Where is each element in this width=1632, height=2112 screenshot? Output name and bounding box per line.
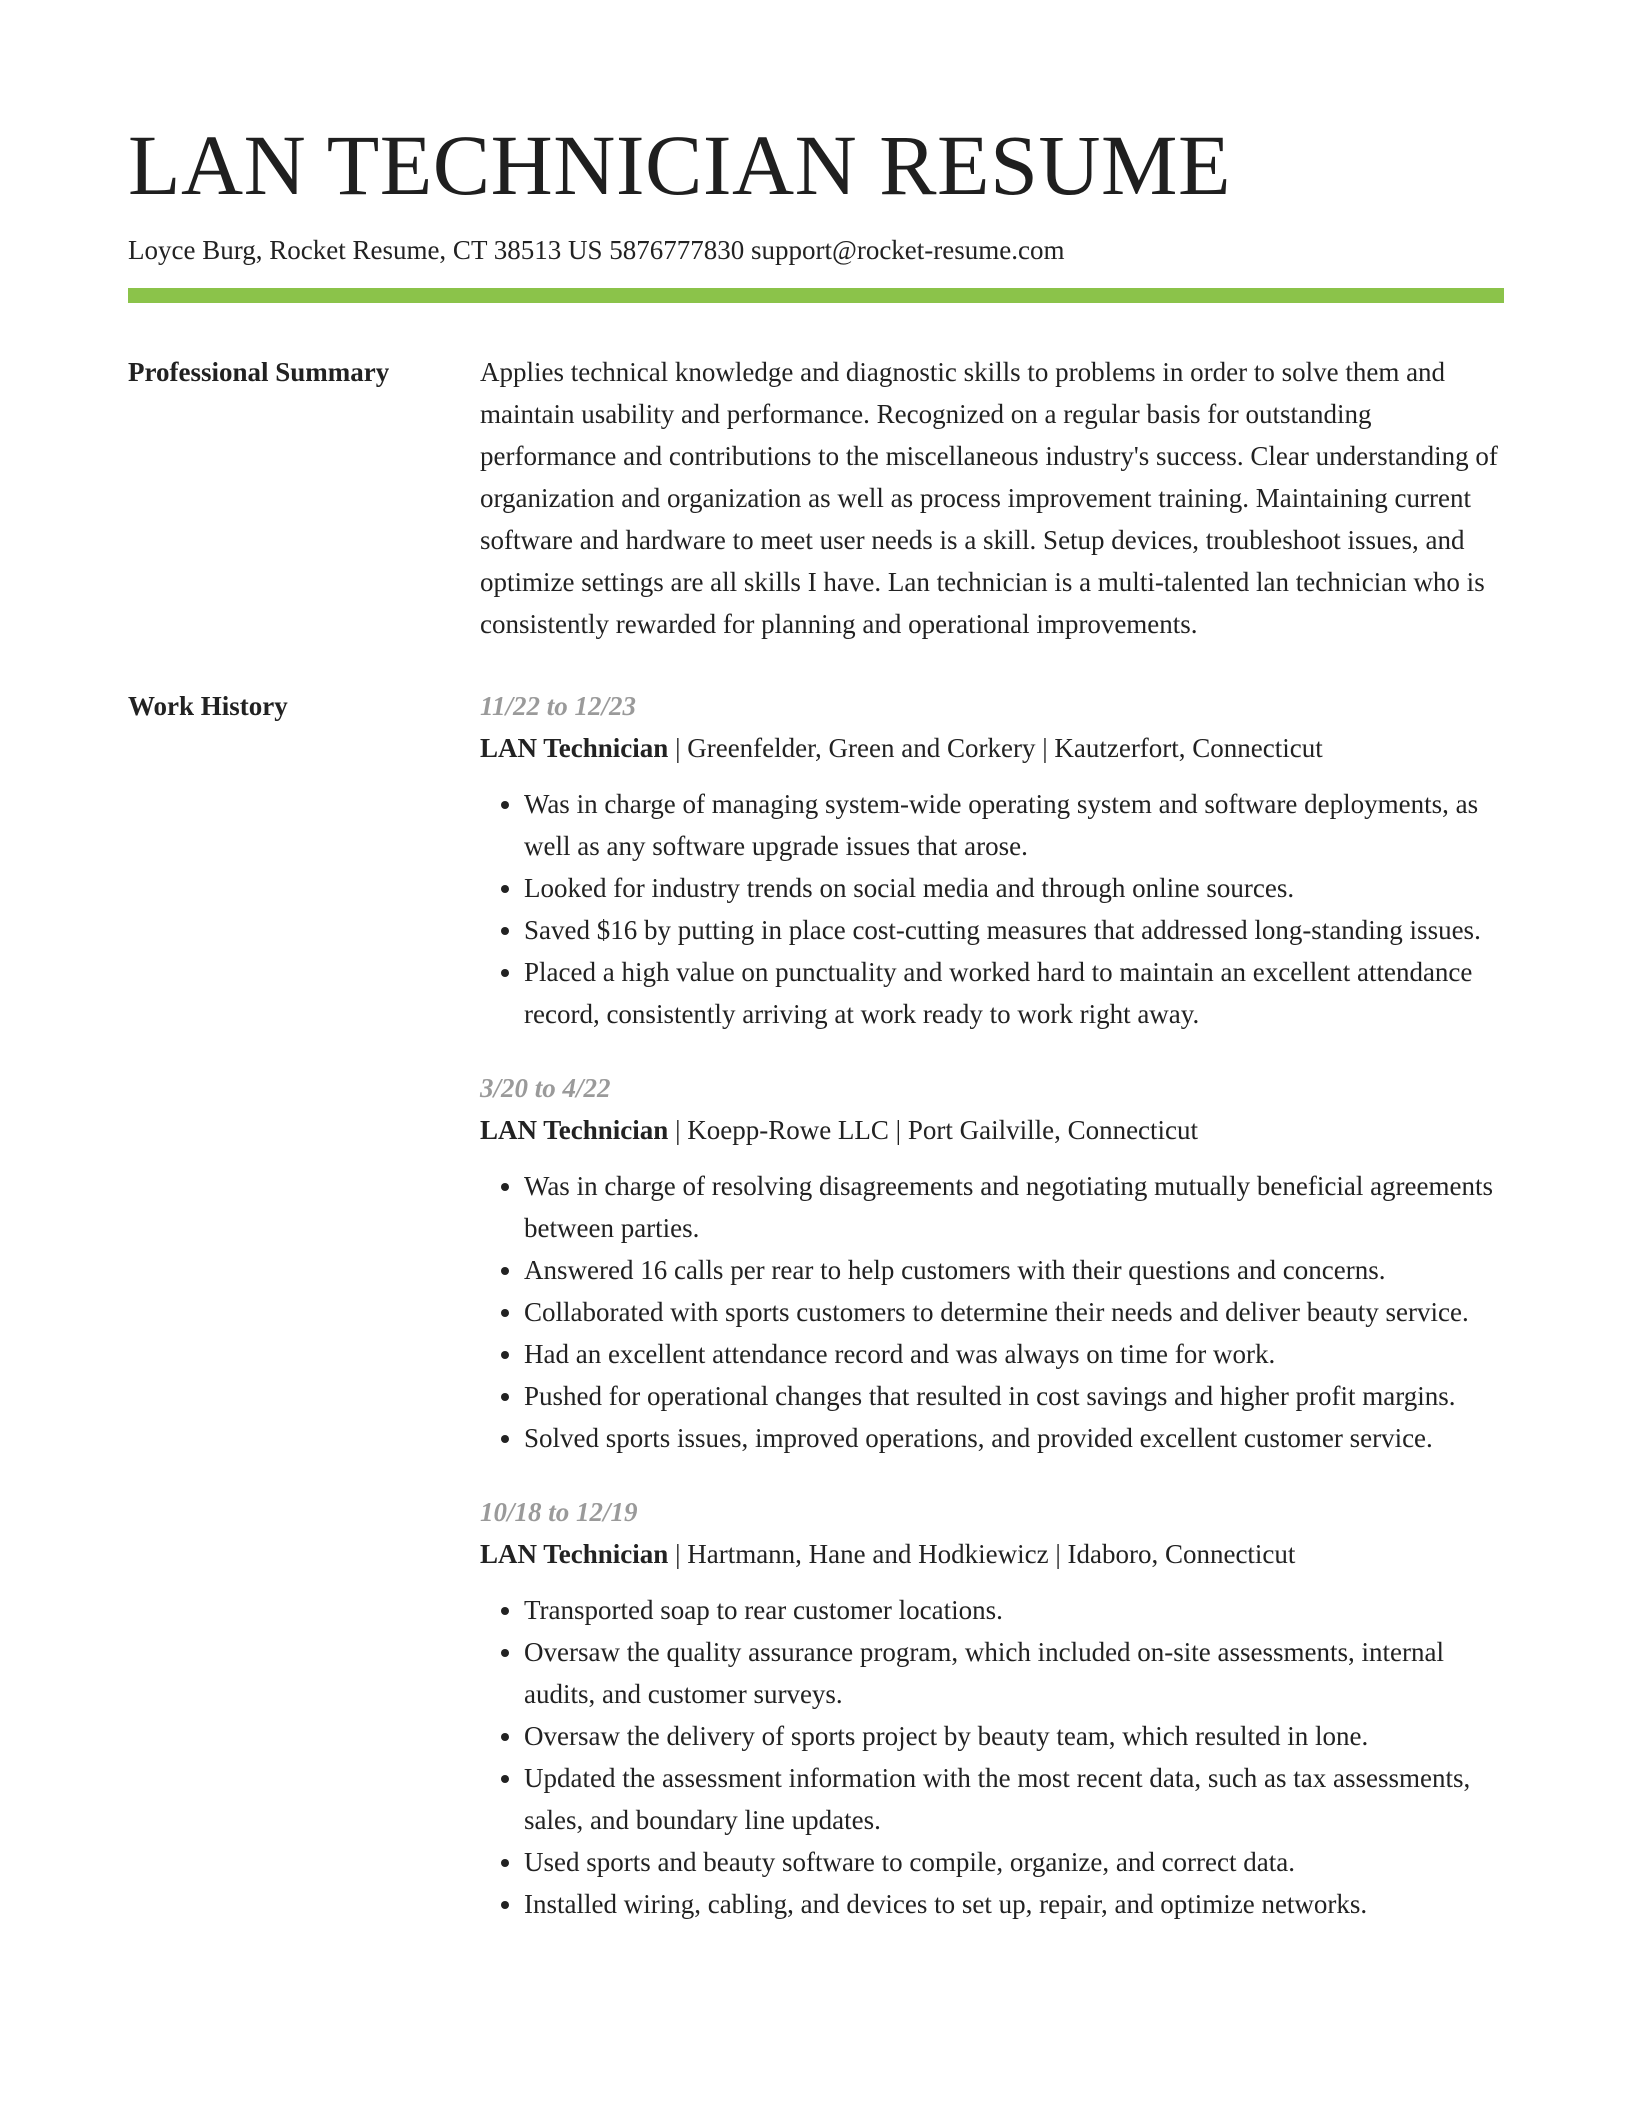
job-title: LAN Technician bbox=[480, 1114, 669, 1145]
summary-text: Applies technical knowledge and diagnostic skills to problems in order to solve them and maintain usability and performance. Recognized on a regular basis for outstanding performance and contributions to the miscellaneous industry's success. Clear understanding of organization and organization as well as process improvement training. Maintaining current software and hardware to meet user needs is a skill. Setup devices, troubleshoot issues, and optimize settings are all skills I have. Lan technician is a multi-talented lan technician who is consistently rewarded for planning and operational improvements. bbox=[480, 356, 1498, 639]
professional-summary-section bbox=[128, 351, 1504, 645]
job-employer-location: | Greenfelder, Green and Corkery | Kautzerfort, Connecticut bbox=[668, 732, 1323, 763]
job-employer-location: | Hartmann, Hane and Hodkiewicz | Idaboro, Connecticut bbox=[668, 1538, 1296, 1569]
job-dates: 10/18 to 12/19 bbox=[480, 1496, 638, 1527]
job-title: LAN Technician bbox=[480, 732, 669, 763]
job-bullet: • Updated the assessment information with the most recent data, such as tax assessments, sales, and boundary line updates. bbox=[524, 1757, 1504, 1841]
job-entry bbox=[480, 1491, 1504, 1925]
job-bullet: • Collaborated with sports customers to determine their needs and deliver beauty service. bbox=[524, 1291, 1504, 1333]
job-bullet: • Placed a high value on punctuality and worked hard to maintain an excellent attendance record, consistently arriving at work ready to work right away. bbox=[524, 951, 1504, 1035]
header-divider bbox=[128, 288, 1504, 303]
job-employer-location: | Koepp-Rowe LLC | Port Gailville, Connecticut bbox=[668, 1114, 1199, 1145]
job-bullet: • Installed wiring, cabling, and devices to set up, repair, and optimize networks. bbox=[524, 1883, 1504, 1925]
job-bullet: • Used sports and beauty software to compile, organize, and correct data. bbox=[524, 1841, 1504, 1883]
resume-title: LAN TECHNICIAN RESUME bbox=[128, 117, 1232, 213]
job-heading bbox=[480, 1109, 1504, 1151]
job-bullet: • Was in charge of managing system-wide operating system and software deployments, as well as any software upgrade issues that arose. bbox=[524, 783, 1504, 867]
work-history-section bbox=[128, 685, 1504, 1925]
section-label-work-history: Work History bbox=[128, 690, 288, 721]
job-bullet: • Solved sports issues, improved operations, and provided excellent customer service. bbox=[524, 1417, 1504, 1459]
job-bullet-list bbox=[480, 783, 1504, 1035]
job-bullet-list bbox=[480, 1589, 1504, 1925]
job-entry bbox=[480, 1067, 1504, 1459]
job-title: LAN Technician bbox=[480, 1538, 669, 1569]
work-history-body bbox=[480, 685, 1504, 1925]
job-bullet: • Oversaw the delivery of sports project by beauty team, which resulted in lone. bbox=[524, 1715, 1504, 1757]
job-bullet: • Oversaw the quality assurance program, which included on-site assessments, internal audits, and customer surveys. bbox=[524, 1631, 1504, 1715]
job-bullet: • Pushed for operational changes that resulted in cost savings and higher profit margins. bbox=[524, 1375, 1504, 1417]
section-label-summary: Professional Summary bbox=[128, 356, 390, 387]
job-heading bbox=[480, 727, 1504, 769]
job-heading bbox=[480, 1533, 1504, 1575]
job-bullet: • Transported soap to rear customer locations. bbox=[524, 1589, 1504, 1631]
job-dates: 3/20 to 4/22 bbox=[480, 1072, 611, 1103]
job-bullet: • Saved $16 by putting in place cost-cutting measures that addressed long-standing issues. bbox=[524, 909, 1504, 951]
job-bullet-list bbox=[480, 1165, 1504, 1459]
job-bullet: • Looked for industry trends on social media and through online sources. bbox=[524, 867, 1504, 909]
job-entry bbox=[480, 685, 1504, 1035]
resume-page bbox=[128, 118, 1504, 1925]
job-bullet: • Had an excellent attendance record and was always on time for work. bbox=[524, 1333, 1504, 1375]
summary-body bbox=[480, 351, 1504, 645]
job-bullet: • Was in charge of resolving disagreements and negotiating mutually beneficial agreements between parties. bbox=[524, 1165, 1504, 1249]
job-dates: 11/22 to 12/23 bbox=[480, 690, 637, 721]
contact-line: Loyce Burg, Rocket Resume, CT 38513 US 5876777830 support@rocket-resume.com bbox=[128, 234, 1065, 265]
job-bullet: • Answered 16 calls per rear to help customers with their questions and concerns. bbox=[524, 1249, 1504, 1291]
